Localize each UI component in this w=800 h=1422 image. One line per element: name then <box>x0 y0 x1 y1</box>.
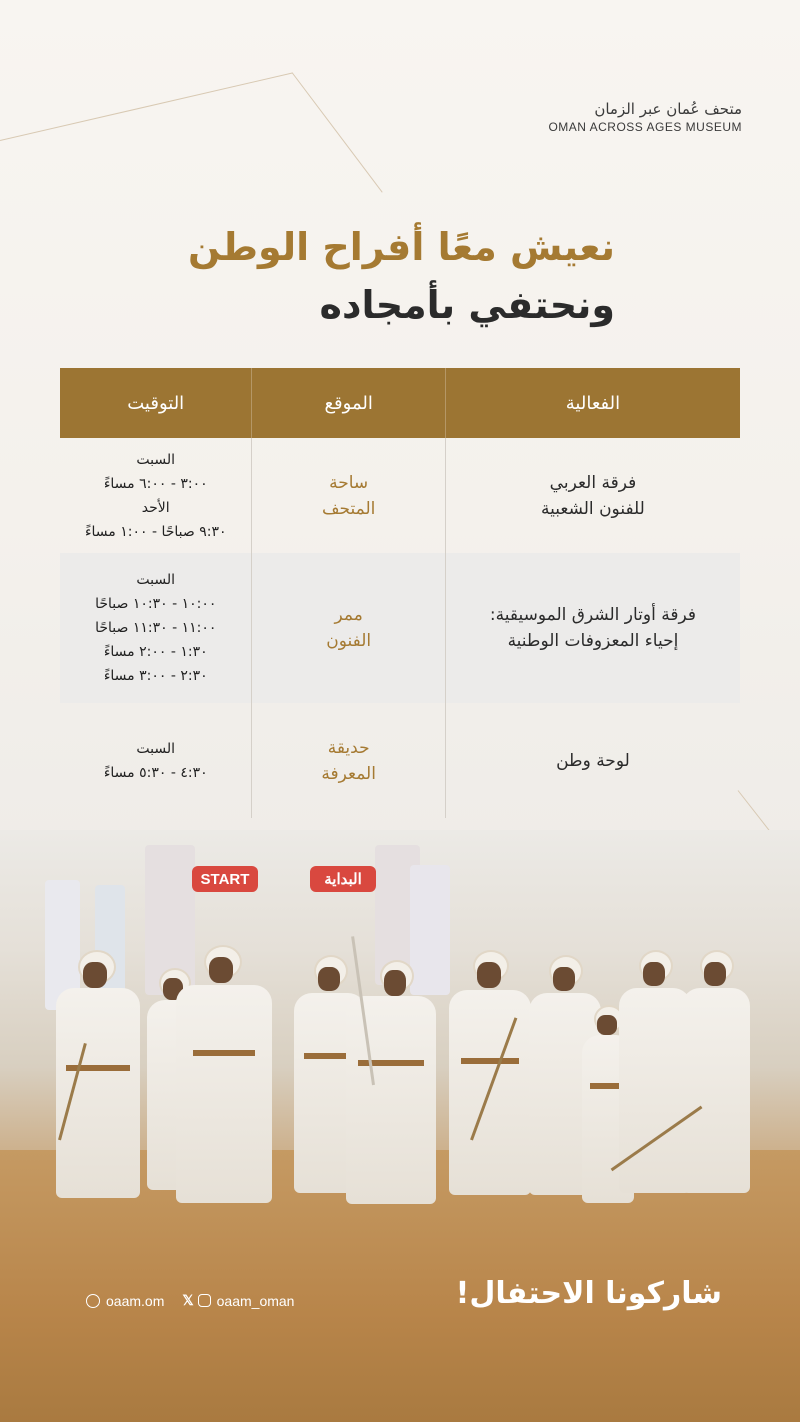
instagram-icon <box>198 1294 211 1307</box>
person <box>168 945 278 1210</box>
call-to-action: شاركونا الاحتفال! <box>455 1276 722 1311</box>
person <box>340 960 440 1210</box>
table-header <box>60 368 740 438</box>
location-cell <box>251 703 444 818</box>
person <box>50 950 146 1205</box>
person <box>445 950 535 1200</box>
social-handle[interactable]: oaam_oman <box>216 1292 295 1309</box>
event-text: فرقة أوتار الشرق الموسيقية: <box>489 605 696 625</box>
x-icon: 𝕏 <box>182 1292 194 1308</box>
header-time: التوقيت <box>127 392 185 414</box>
event-text: فرقة العربي <box>549 472 637 493</box>
header-event: الفعالية <box>445 368 740 438</box>
person <box>680 950 752 1200</box>
time-text: السبت <box>136 451 176 468</box>
table-row <box>60 703 740 818</box>
globe-icon <box>86 1294 100 1308</box>
time-text: الأحد <box>141 499 170 516</box>
time-cell <box>60 703 251 818</box>
headline <box>188 222 615 338</box>
location-text: ساحة <box>329 472 369 493</box>
table-row <box>60 438 740 553</box>
headline-line-2: ونحتفي بأمجاده <box>319 283 615 327</box>
museum-logo <box>548 100 742 134</box>
time-text: ٣:٠٠ - ٦:٠٠ مساءً <box>103 475 208 492</box>
time-text: السبت <box>136 740 176 757</box>
event-text: إحياء المعزوفات الوطنية <box>507 631 679 651</box>
event-cell <box>445 553 740 703</box>
location-text: المتحف <box>321 498 376 519</box>
location-text: الفنون <box>326 631 372 651</box>
location-cell <box>251 553 444 703</box>
website-link[interactable]: oaam.om <box>106 1292 165 1309</box>
start-sign: START <box>192 866 258 892</box>
location-text: ممر <box>334 605 363 625</box>
schedule-table <box>60 368 740 818</box>
time-text: ٢:٣٠ - ٣:٠٠ مساءً <box>103 668 208 684</box>
time-text: ١١:٠٠ - ١١:٣٠ صباحًا <box>95 620 217 636</box>
time-text: ١:٣٠ - ٢:٠٠ مساءً <box>103 644 208 660</box>
event-cell <box>445 438 740 553</box>
event-text: لوحة وطن <box>556 750 630 771</box>
event-cell <box>445 703 740 818</box>
location-text: حديقة <box>327 737 370 758</box>
start-sign-ar: البداية <box>310 866 376 892</box>
time-cell <box>60 438 251 553</box>
logo-text-en: OMAN ACROSS AGES MUSEUM <box>548 120 742 134</box>
location-cell <box>251 438 444 553</box>
social-links <box>86 1292 294 1309</box>
time-text: ٩:٣٠ صباحًا - ١:٠٠ مساءً <box>84 523 227 540</box>
table-row <box>60 553 740 703</box>
time-text: ١٠:٠٠ - ١٠:٣٠ صباحًا <box>95 596 217 612</box>
event-text: للفنون الشعبية <box>541 498 645 519</box>
time-text: ٤:٣٠ - ٥:٣٠ مساءً <box>103 764 208 781</box>
header-location: الموقع <box>251 368 444 438</box>
logo-text-ar: متحف عُمان عبر الزمان <box>594 100 742 118</box>
headline-line-1: نعيش معًا أفراح الوطن <box>188 225 615 269</box>
location-text: المعرفة <box>321 763 376 784</box>
time-text: السبت <box>136 572 176 588</box>
time-cell <box>60 553 251 703</box>
